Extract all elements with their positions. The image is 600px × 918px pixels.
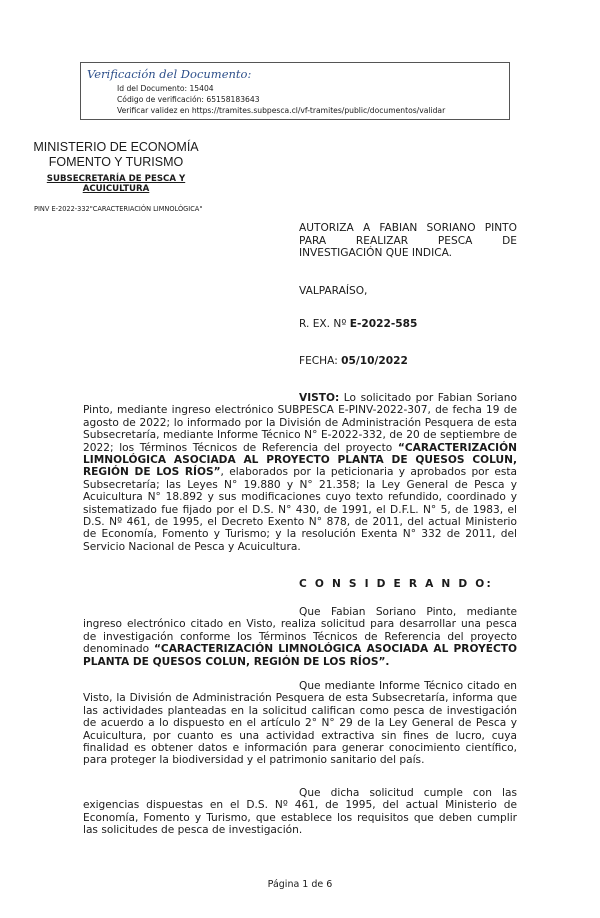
place-line: VALPARAÍSO, bbox=[299, 285, 368, 297]
resolution-number: E-2022-585 bbox=[349, 318, 418, 330]
visto-paragraph bbox=[83, 392, 517, 553]
verification-link[interactable]: • Verificar validez en https://tramites.subpesca.cl/vf-tramites/public/documentos/validar bbox=[117, 105, 503, 116]
considerando-paragraph-3: Que dicha solicitud cumple con las exigencias dispuestas en el D.S. Nº 461, de 1995, del actual Ministerio de Economía, Fomento y Turismo, que establece los requisitos que deben cumplir las solicitudes de pesca de investigación. bbox=[83, 787, 517, 837]
considerando-project: “CARACTERIZACIÓN LIMNOLÓGICA ASOCIADA AL PROYECTO PLANTA DE QUESOS COLUN, REGIÓN DE LOS RÍOS”. bbox=[83, 643, 517, 668]
verification-title: Verificación del Documento: bbox=[87, 67, 252, 81]
subsecretaria-name: SUBSECRETARÍA DE PESCA Y ACUICULTURA bbox=[46, 174, 186, 194]
ministry-name bbox=[22, 140, 210, 170]
considerando-paragraph-1 bbox=[83, 606, 517, 668]
verification-list bbox=[87, 83, 503, 116]
date-line bbox=[299, 355, 408, 367]
considerando-paragraph-2: Que mediante Informe Técnico citado en Visto, la División de Administración Pesquera de esta Subsecretaría, informa que las actividades planteadas en la solicitud califican como pesca de investigación de acuerdo a lo dispuesto en el artículo 2° N° 29 de la Ley General de Pesca y Acuicultura, por cuanto es una actividad extractiva sin fines de lucro, cuya finalidad es obtener datos e información para generar conocimiento científico, para proteger la biodiversidad y el patrimonio sanitario del país. bbox=[83, 680, 517, 767]
date-value: 05/10/2022 bbox=[341, 355, 408, 367]
resolution-label: R. EX. Nº bbox=[299, 318, 347, 330]
verification-box bbox=[80, 62, 510, 120]
resolution-line bbox=[299, 318, 417, 330]
ministry-line-2: FOMENTO Y TURISMO bbox=[48, 155, 184, 169]
considerando-heading: C O N S I D E R A N D O: bbox=[299, 578, 493, 590]
verification-code: • Código de verificación: 65158183643 bbox=[117, 94, 503, 105]
ministry-line-1: MINISTERIO DE ECONOMÍA bbox=[33, 140, 199, 154]
considerando-text-1: Que Fabian Soriano Pinto, mediante ingreso electrónico citado en Visto, realiza solicitud para desarrollar una pesca de investigación conforme los Términos Técnicos de Referencia del proyecto denominado bbox=[83, 606, 517, 656]
verification-id: • Id del Documento: 15404 bbox=[117, 83, 503, 94]
authorize-title: AUTORIZA A FABIAN SORIANO PINTO PARA REALIZAR PESCA DE INVESTIGACIÓN QUE INDICA. bbox=[299, 222, 517, 259]
visto-project: “CARACTERIZACIÓN LIMNOLÓGICA ASOCIADA AL PROYECTO PLANTA DE QUESOS COLUN, REGIÓN DE LOS RÍOS” bbox=[83, 441, 517, 479]
visto-lead: VISTO: bbox=[299, 392, 340, 404]
visto-text-2: , elaborados por la peticionaria y aprobados por esta Subsecretaría; las Leyes N° 19.880 y N° 21.358; la Ley General de Pesca y Acuicultura N° 18.892 y sus modificaciones cuyo texto refundido, coordinado y sistematizado fue fijado por el D.S. N° 430, de 1991, el D.F.L. N° 5, de 1983, el D.S. Nº 461, de 1995, el Decreto Exento N° 878, de 2011, del actual Ministerio de Economía, Fomento y Turismo; y la resolución Exenta N° 332 de 2011, del Servicio Nacional de Pesca y Acuicultura. bbox=[83, 466, 517, 553]
page-number: Página 1 de 6 bbox=[267, 879, 333, 890]
pinv-reference: PINV E-2022-332"CARACTERIACIÓN LIMNOLÓGICA" bbox=[34, 205, 203, 213]
visto-text-1: Lo solicitado por Fabian Soriano Pinto, mediante ingreso electrónico SUBPESCA E-PINV-2022-307, de fecha 19 de agosto de 2022; lo informado por la División de Administración Pesquera de esta Subsecretaría, mediante Informe Técnico N° E-2022-332, de 20 de septiembre de 2022; los Términos Técnicos de Referencia del proyecto bbox=[83, 392, 517, 454]
date-label: FECHA: bbox=[299, 355, 338, 367]
